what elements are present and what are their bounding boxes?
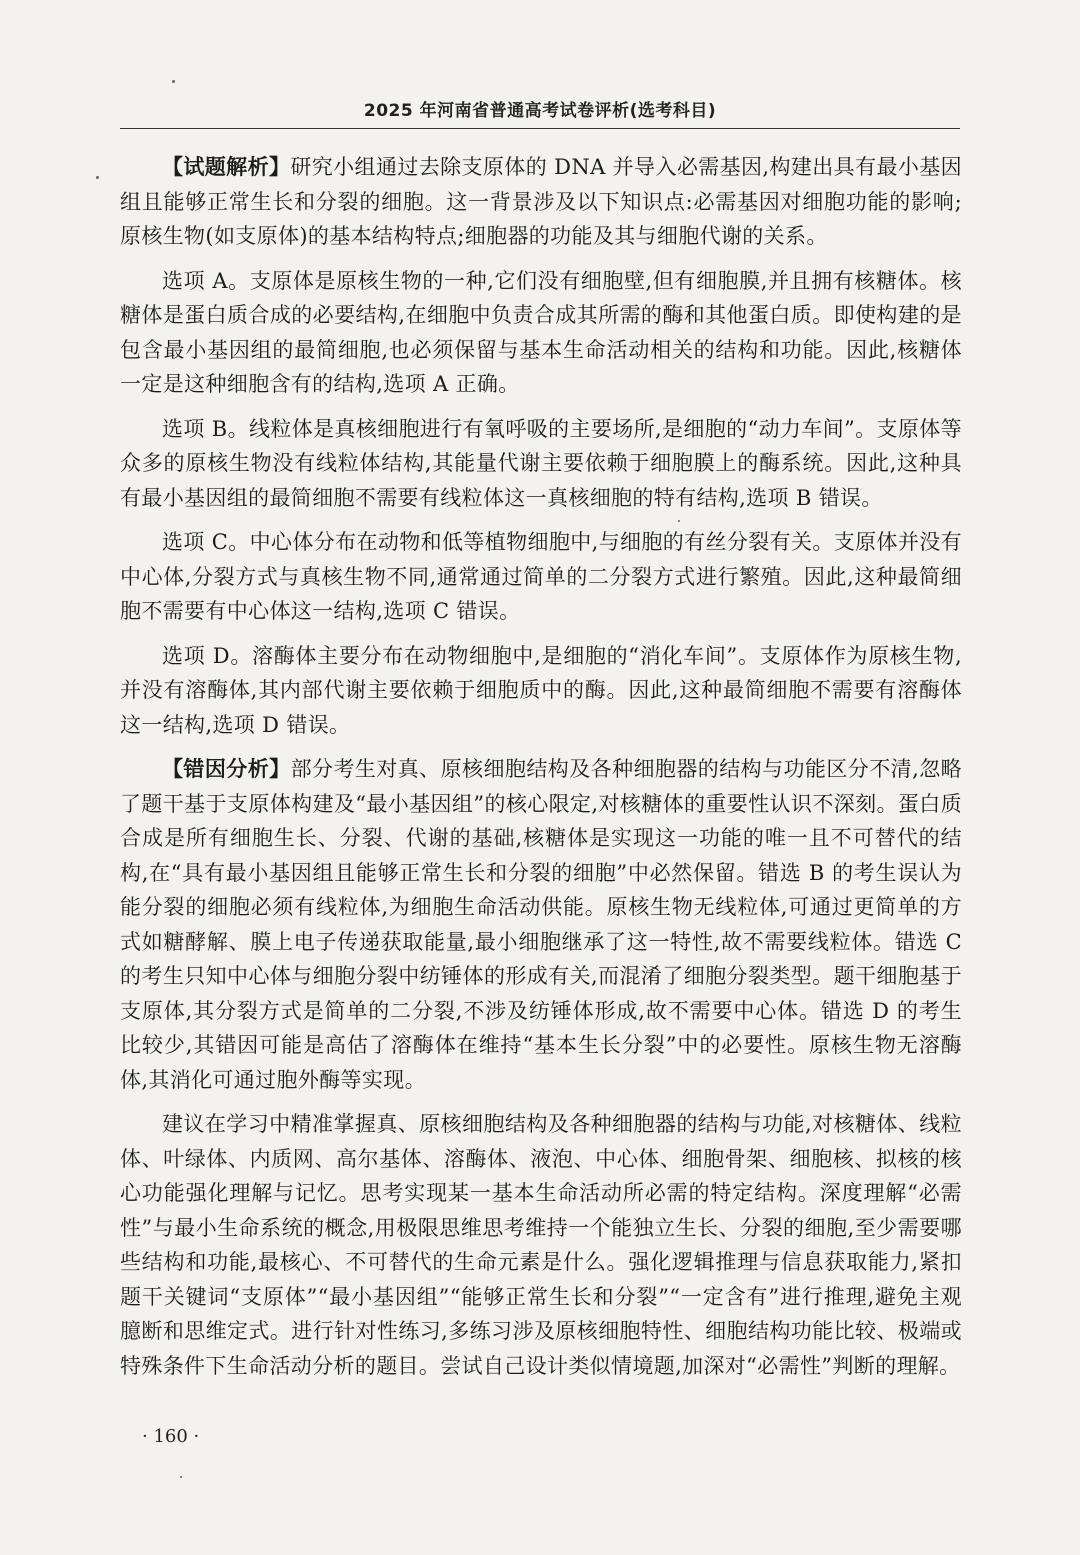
paragraph-analysis xyxy=(120,150,962,254)
paragraph-text: 部分考生对真、原核细胞结构及各种细胞器的结构与功能区分不清,忽略了题干基于支原体构建及“最小基因组”的核心限定,对核糖体的重要性认识不深刻。蛋白质合成是所有细胞生长、分裂、代谢的基础,核糖体是实现这一功能的唯一且不可替代的结构,在“具有最小基因组且能够正常生长和分裂的细胞”中必然保留。错选 B 的考生误认为能分裂的细胞必须有线粒体,为细胞生命活动供能。原核生物无线粒体,可通过更简单的方式如糖酵解、膜上电子传递获取能量,最小细胞继承了这一特性,故不需要线粒体。错选 C 的考生只知中心体与细胞分裂中纺锤体的形成有关,而混淆了细胞分裂类型。题干细胞基于支原体,其分裂方式是简单的二分裂,不涉及纺锤体形成,故不需要中心体。错选 D 的考生比较少,其错因可能是高估了溶酶体在维持“基本生长分裂”中的必要性。原核生物无溶酶体,其消化可通过胞外酶等实现。 xyxy=(120,757,962,1092)
header-rule xyxy=(120,128,960,129)
paragraph-option-b xyxy=(120,412,962,516)
paragraph-option-d xyxy=(120,639,962,743)
paragraph-suggestion xyxy=(120,1107,962,1383)
scan-speck xyxy=(172,80,175,83)
section-tag-analysis: 【试题解析】 xyxy=(162,155,291,179)
paragraph-error-analysis xyxy=(120,752,962,1097)
paragraph-option-c xyxy=(120,525,962,629)
paragraph-text: 选项 A。支原体是原核生物的一种,它们没有细胞壁,但有细胞膜,并且拥有核糖体。核糖体是蛋白质合成的必要结构,在细胞中负责合成其所需的酶和其他蛋白质。即使构建的是包含最小基因组的最简细胞,也必须保留与基本生命活动相关的结构和功能。因此,核糖体一定是这种细胞含有的结构,选项 A 正确。 xyxy=(120,268,962,396)
body-text xyxy=(120,150,962,1393)
paragraph-text: 研究小组通过去除支原体的 DNA 并导入必需基因,构建出具有最小基因组且能够正常生长和分裂的细胞。这一背景涉及以下知识点:必需基因对细胞功能的影响;原核生物(如支原体)的基本结构特点;细胞器的功能及其与细胞代谢的关系。 xyxy=(120,155,962,248)
running-header: 2025 年河南省普通高考试卷评析(选考科目) xyxy=(363,101,717,121)
paragraph-text: 建议在学习中精准掌握真、原核细胞结构及各种细胞器的结构与功能,对核糖体、线粒体、叶绿体、内质网、高尔基体、溶酶体、液泡、中心体、细胞骨架、细胞核、拟核的核心功能强化理解与记忆。思考实现某一基本生命活动所必需的特定结构。深度理解“必需性”与最小生命系统的概念,用极限思维思考维持一个能独立生长、分裂的细胞,至少需要哪些结构和功能,最核心、不可替代的生命元素是什么。强化逻辑推理与信息获取能力,紧扣题干关键词“支原体”“最小基因组”“能够正常生长和分裂”“一定含有”进行推理,避免主观臆断和思维定式。进行针对性练习,多练习涉及原核细胞特性、细胞结构功能比较、极端或特殊条件下生命活动分析的题目。尝试自己设计类似情境题,加深对“必需性”判断的理解。 xyxy=(120,1112,962,1378)
paragraph-text: 选项 C。中心体分布在动物和低等植物细胞中,与细胞的有丝分裂有关。支原体并没有中心体,分裂方式与真核生物不同,通常通过简单的二分裂方式进行繁殖。因此,这种最简细胞不需要有中心体这一结构,选项 C 错误。 xyxy=(120,530,962,623)
section-tag-error-analysis: 【错因分析】 xyxy=(162,757,291,781)
paragraph-option-a xyxy=(120,264,962,402)
paragraph-text: 选项 D。溶酶体主要分布在动物细胞中,是细胞的“消化车间”。支原体作为原核生物,并没有溶酶体,其内部代谢主要依赖于细胞质中的酶。因此,这种最简细胞不需要有溶酶体这一结构,选项 D 错误。 xyxy=(120,643,962,737)
scan-speck xyxy=(96,176,99,179)
scan-speck xyxy=(678,520,680,522)
page-number: · 160 · xyxy=(142,1426,200,1447)
scan-speck xyxy=(180,1476,182,1478)
paragraph-text: 选项 B。线粒体是真核细胞进行有氧呼吸的主要场所,是细胞的“动力车间”。支原体等众多的原核生物没有线粒体结构,其能量代谢主要依赖于细胞膜上的酶系统。因此,这种具有最小基因组的最简细胞不需要有线粒体这一真核细胞的特有结构,选项 B 错误。 xyxy=(120,416,962,510)
